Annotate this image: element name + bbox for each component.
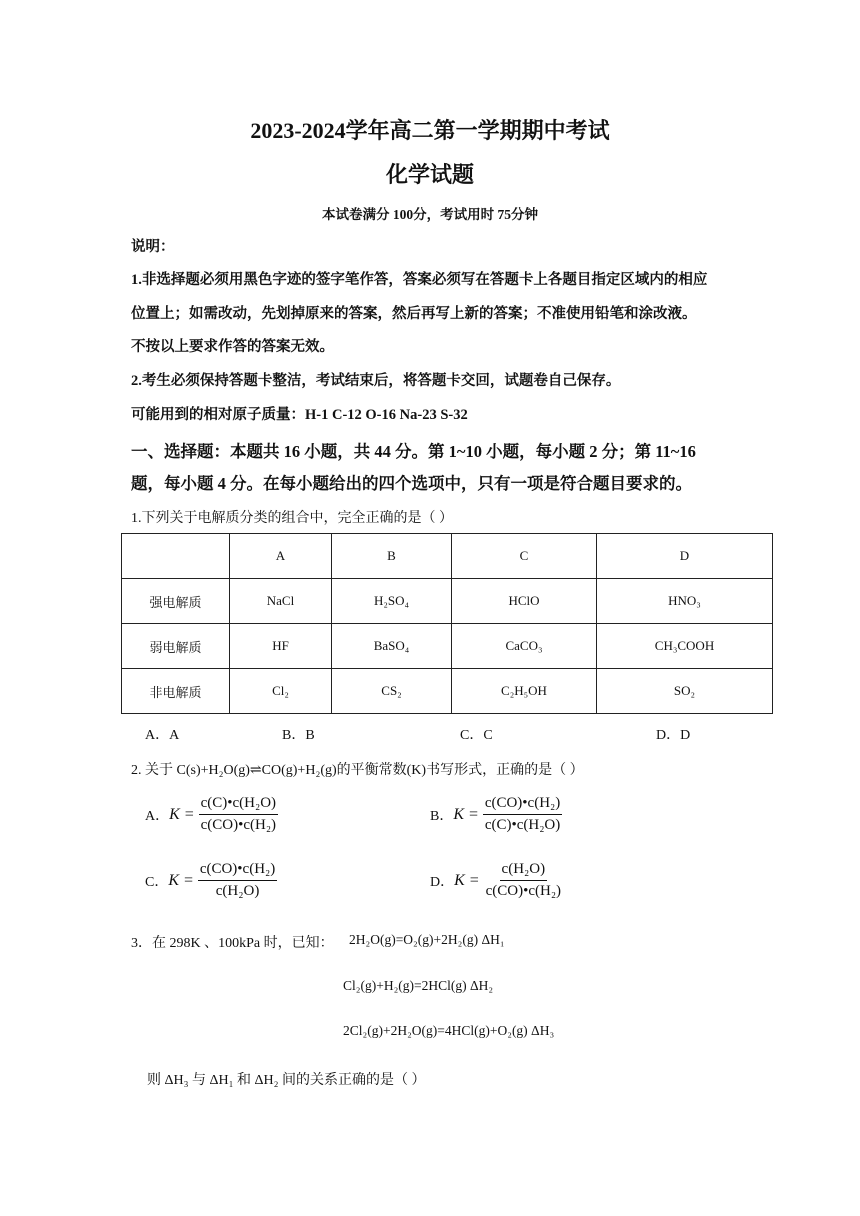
table-header: B xyxy=(332,534,452,579)
electrolyte-table xyxy=(121,533,773,714)
q1-option-c: C．C xyxy=(460,728,493,743)
numerator: c(C)•c(H₂O) xyxy=(199,795,278,815)
note-line-2: 位置上；如需改动，先划掉原来的答案，然后再写上新的答案；不准使用铅笔和涂改液。 xyxy=(131,306,697,322)
table-cell: SO₂ xyxy=(597,669,773,714)
q1-option-b: B．B xyxy=(282,728,315,743)
q1-stem: 1.下列关于电解质分类的组合中，完全正确的是（ ） xyxy=(131,511,453,526)
q1-option-a: A．A xyxy=(145,728,180,743)
denominator: c(CO)•c(H₂) xyxy=(485,883,562,899)
q3-equation-2: Cl₂(g)+H₂(g)=2HCl(g) ΔH₂ xyxy=(343,978,494,993)
note-line-3: 不按以上要求作答的答案无效。 xyxy=(131,339,334,355)
fraction xyxy=(198,861,277,900)
table-cell: HNO₃ xyxy=(597,579,773,624)
fraction xyxy=(199,795,278,834)
q2-option-c xyxy=(145,861,277,900)
q3-stem: 3．在 298K 、100kPa 时，已知： xyxy=(131,936,334,951)
note-line-4: 2.考生必须保持答题卡整洁，考试结束后，将答题卡交回，试题卷自己保存。 xyxy=(131,373,621,389)
table-cell: NaCl xyxy=(230,579,332,624)
table-row xyxy=(122,579,773,624)
k-symbol: K = xyxy=(169,805,195,823)
exam-title: 2023-2024学年高二第一学期期中考试 xyxy=(250,118,610,143)
k-symbol: K = xyxy=(168,871,194,889)
section-heading-line-1: 一、选择题：本题共 16 小题，共 44 分。第 1~10 小题，每小题 2 分；第 11~16 xyxy=(131,442,696,461)
q1-option-d: D．D xyxy=(656,728,691,743)
row-label: 非电解质 xyxy=(122,669,230,714)
k-symbol: K = xyxy=(454,871,480,889)
table-cell: CS₂ xyxy=(332,669,452,714)
numerator: c(CO)•c(H₂) xyxy=(198,861,277,881)
denominator: c(CO)•c(H₂) xyxy=(200,817,277,833)
table-cell: C₂H₅OH xyxy=(452,669,597,714)
table-header-row xyxy=(122,534,773,579)
table-cell xyxy=(122,534,230,579)
q3-question: 则 ΔH₃ 与 ΔH₁ 和 ΔH₂ 间的关系正确的是（ ） xyxy=(147,1073,426,1088)
q2-option-d xyxy=(430,861,563,900)
table-header: D xyxy=(597,534,773,579)
q2-stem: 2. 关于 C(s)+H₂O(g)⇌CO(g)+H₂(g)的平衡常数(K)书写形式，正确的是（ ） xyxy=(131,763,584,778)
q2-option-b xyxy=(430,795,562,834)
fraction xyxy=(484,861,563,900)
q2-option-a xyxy=(145,795,278,834)
option-label: A． xyxy=(145,808,170,824)
table-cell: CH₃COOH xyxy=(597,624,773,669)
row-label: 强电解质 xyxy=(122,579,230,624)
q3-equation-3: 2Cl₂(g)+2H₂O(g)=4HCl(g)+O₂(g) ΔH₃ xyxy=(343,1023,555,1038)
table-row xyxy=(122,624,773,669)
table-cell: HF xyxy=(230,624,332,669)
denominator: c(C)•c(H₂O) xyxy=(484,817,561,833)
table-cell: H₂SO₄ xyxy=(332,579,452,624)
k-symbol: K = xyxy=(453,805,479,823)
table-row xyxy=(122,669,773,714)
fraction xyxy=(483,795,562,834)
table-cell: CaCO₃ xyxy=(452,624,597,669)
note-line-1: 1.非选择题必须用黑色字迹的签字笔作答，答案必须写在答题卡上各题目指定区域内的相应 xyxy=(131,272,708,288)
table-header: C xyxy=(452,534,597,579)
numerator: c(CO)•c(H₂) xyxy=(483,795,562,815)
row-label: 弱电解质 xyxy=(122,624,230,669)
table-cell: HClO xyxy=(452,579,597,624)
table-header: A xyxy=(230,534,332,579)
option-label: B． xyxy=(430,808,454,824)
section-heading-line-2: 题，每小题 4 分。在每小题给出的四个选项中，只有一项是符合题目要求的。 xyxy=(131,474,692,493)
numerator: c(H₂O) xyxy=(500,861,548,881)
table-cell: Cl₂ xyxy=(230,669,332,714)
table-cell: BaSO₄ xyxy=(332,624,452,669)
notes-label: 说明： xyxy=(131,239,175,255)
denominator: c(H₂O) xyxy=(215,883,260,899)
exam-info: 本试卷满分 100分，考试用时 75分钟 xyxy=(322,207,538,222)
option-label: D． xyxy=(430,874,455,890)
subject-title: 化学试题 xyxy=(385,162,474,187)
atomic-masses: 可能用到的相对原子质量：H-1 C-12 O-16 Na-23 S-32 xyxy=(131,407,468,423)
q3-equation-1: 2H₂O(g)=O₂(g)+2H₂(g) ΔH₁ xyxy=(349,932,505,947)
option-label: C． xyxy=(145,874,169,890)
